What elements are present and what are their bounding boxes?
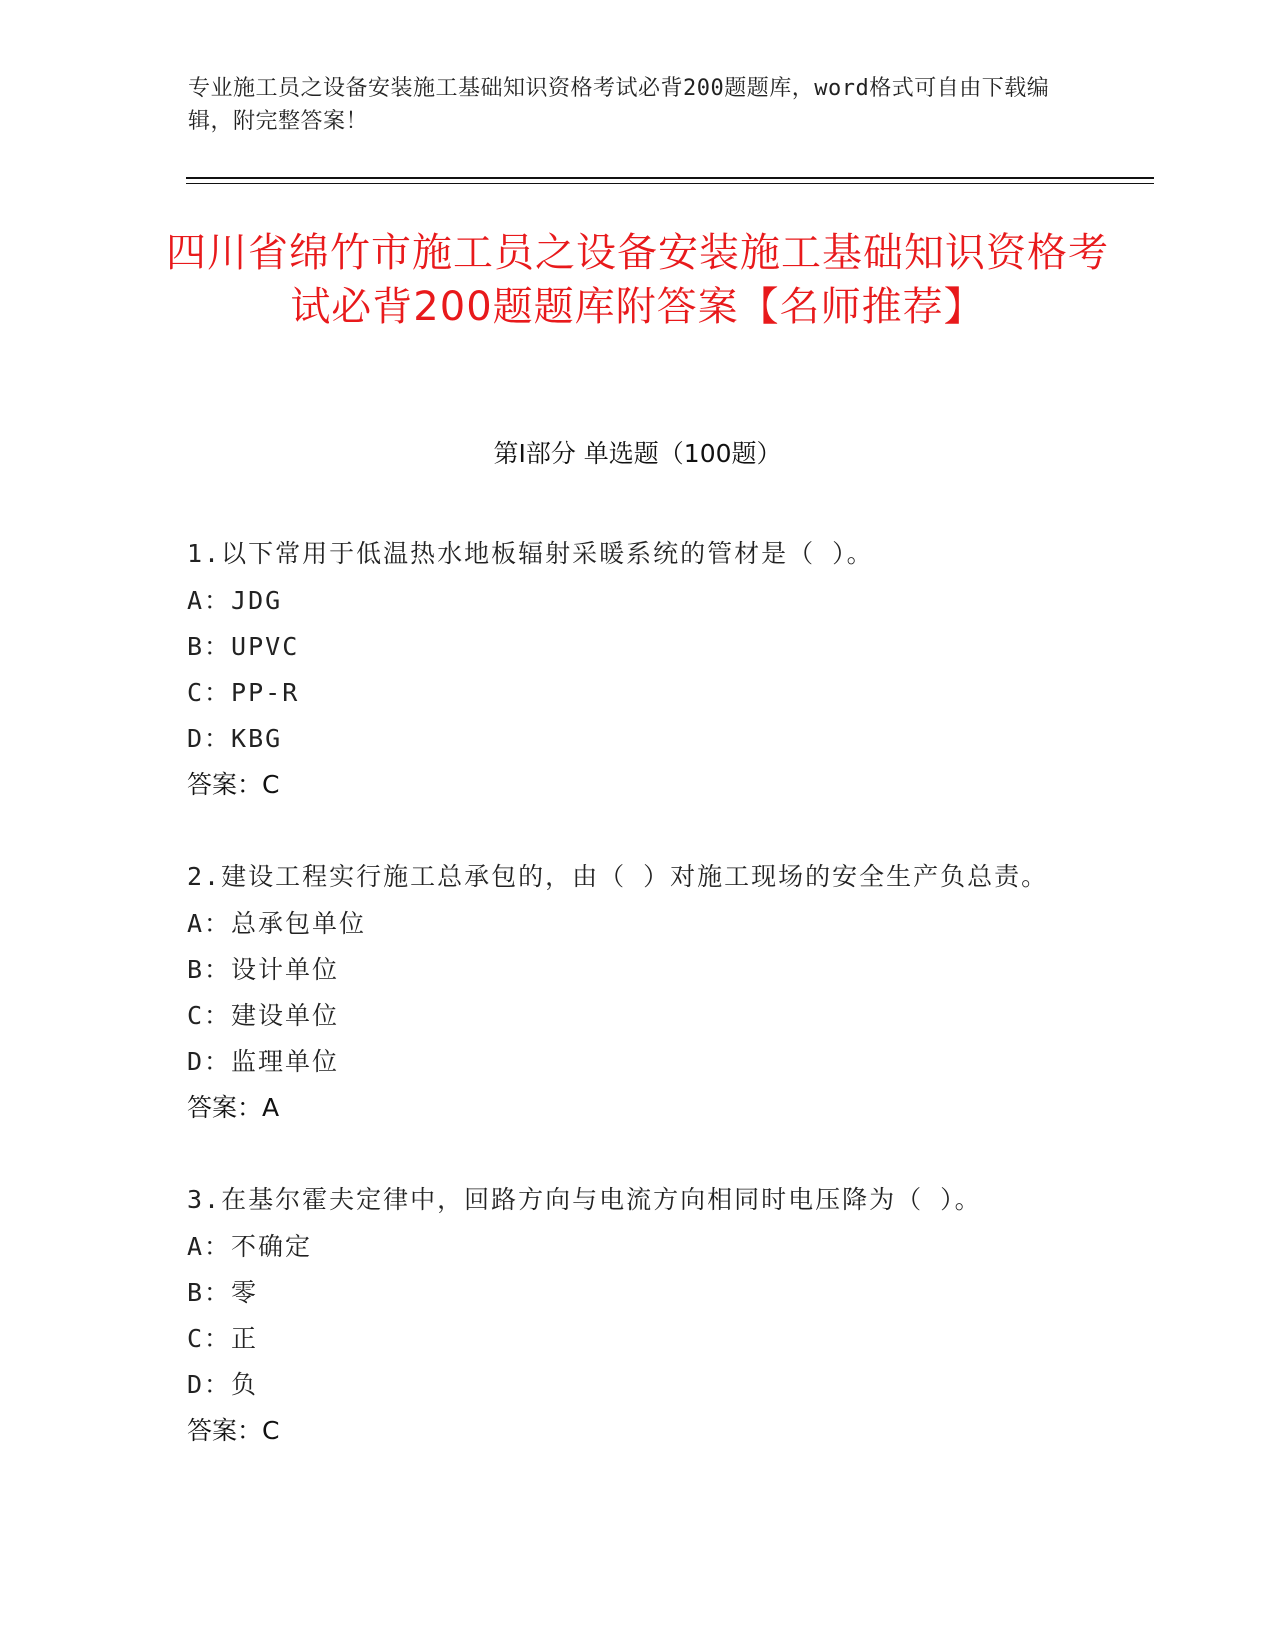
option-b: B：设计单位 — [187, 955, 340, 984]
document-title: 四川省绵竹市施工员之设备安装施工基础知识资格考试必背200题题库附答案【名师推荐】 — [166, 230, 1109, 330]
header-note: 专业施工员之设备安装施工基础知识资格考试必背200题题库，word格式可自由下载编辑，附完整答案！ — [188, 76, 1050, 134]
question-stem: 3.在基尔霍夫定律中，回路方向与电流方向相同时电压降为（ ）。 — [187, 1185, 982, 1214]
option-a: A：JDG — [187, 586, 283, 615]
question-1 — [187, 530, 1087, 808]
answer-line: 答案：A — [187, 1093, 280, 1122]
header-rule-thick — [186, 177, 1154, 179]
option-b: B：UPVC — [187, 632, 300, 661]
answer-line: 答案：C — [187, 1416, 280, 1445]
section-heading: 第Ⅰ部分 单选题（100题） — [493, 439, 782, 468]
option-d: D：负 — [187, 1370, 259, 1399]
answer-line: 答案：C — [187, 770, 280, 799]
question-3 — [187, 1176, 1087, 1454]
question-stem: 1.以下常用于低温热水地板辐射采暖系统的管材是（ ）。 — [187, 539, 874, 568]
option-d: D：监理单位 — [187, 1047, 340, 1076]
option-a: A：总承包单位 — [187, 909, 367, 938]
header-rule-thin — [186, 183, 1154, 184]
option-d: D：KBG — [187, 724, 283, 753]
option-c: C：建设单位 — [187, 1001, 340, 1030]
option-c: C：PP-R — [187, 678, 300, 707]
question-stem: 2.建设工程实行施工总承包的，由（ ）对施工现场的安全生产负总责。 — [187, 862, 1049, 891]
option-c: C：正 — [187, 1324, 259, 1353]
question-2 — [187, 853, 1087, 1131]
option-b: B：零 — [187, 1278, 259, 1307]
question-list — [187, 530, 1087, 1499]
option-a: A：不确定 — [187, 1232, 313, 1261]
